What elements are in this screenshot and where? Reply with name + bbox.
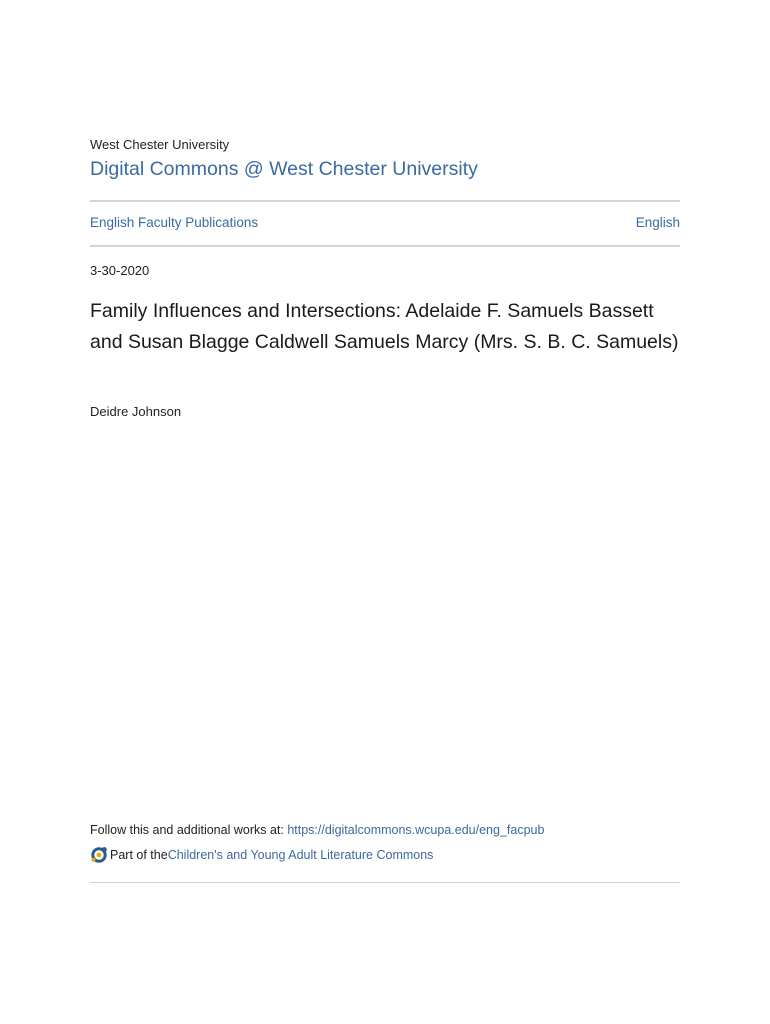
follow-prefix: Follow this and additional works at: bbox=[90, 823, 288, 837]
collection-url-link[interactable]: https://digitalcommons.wcupa.edu/eng_facpub bbox=[287, 823, 545, 837]
collection-link[interactable]: English Faculty Publications bbox=[90, 215, 259, 230]
author-name: Deidre Johnson bbox=[90, 404, 182, 419]
top-divider bbox=[90, 200, 680, 202]
part-of-prefix: Part of the bbox=[110, 848, 168, 862]
follow-line bbox=[90, 823, 544, 837]
bepress-network-icon bbox=[90, 846, 108, 864]
publication-date: 3-30-2020 bbox=[90, 263, 150, 278]
series-divider bbox=[90, 245, 680, 247]
commons-link[interactable]: Children's and Young Adult Literature Commons bbox=[167, 848, 434, 862]
series-row bbox=[90, 215, 680, 230]
bottom-divider bbox=[90, 882, 680, 883]
part-of-line bbox=[90, 846, 433, 864]
cover-page bbox=[90, 0, 680, 1024]
repository-link[interactable]: Digital Commons @ West Chester University bbox=[90, 158, 478, 180]
department-link[interactable]: English bbox=[635, 215, 680, 230]
institution-name: West Chester University bbox=[90, 137, 230, 152]
document-title: Family Influences and Intersections: Adelaide F. Samuels Bassett and Susan Blagge Caldwell Samuels Marcy (Mrs. S. B. C. Samuels) bbox=[90, 300, 679, 353]
